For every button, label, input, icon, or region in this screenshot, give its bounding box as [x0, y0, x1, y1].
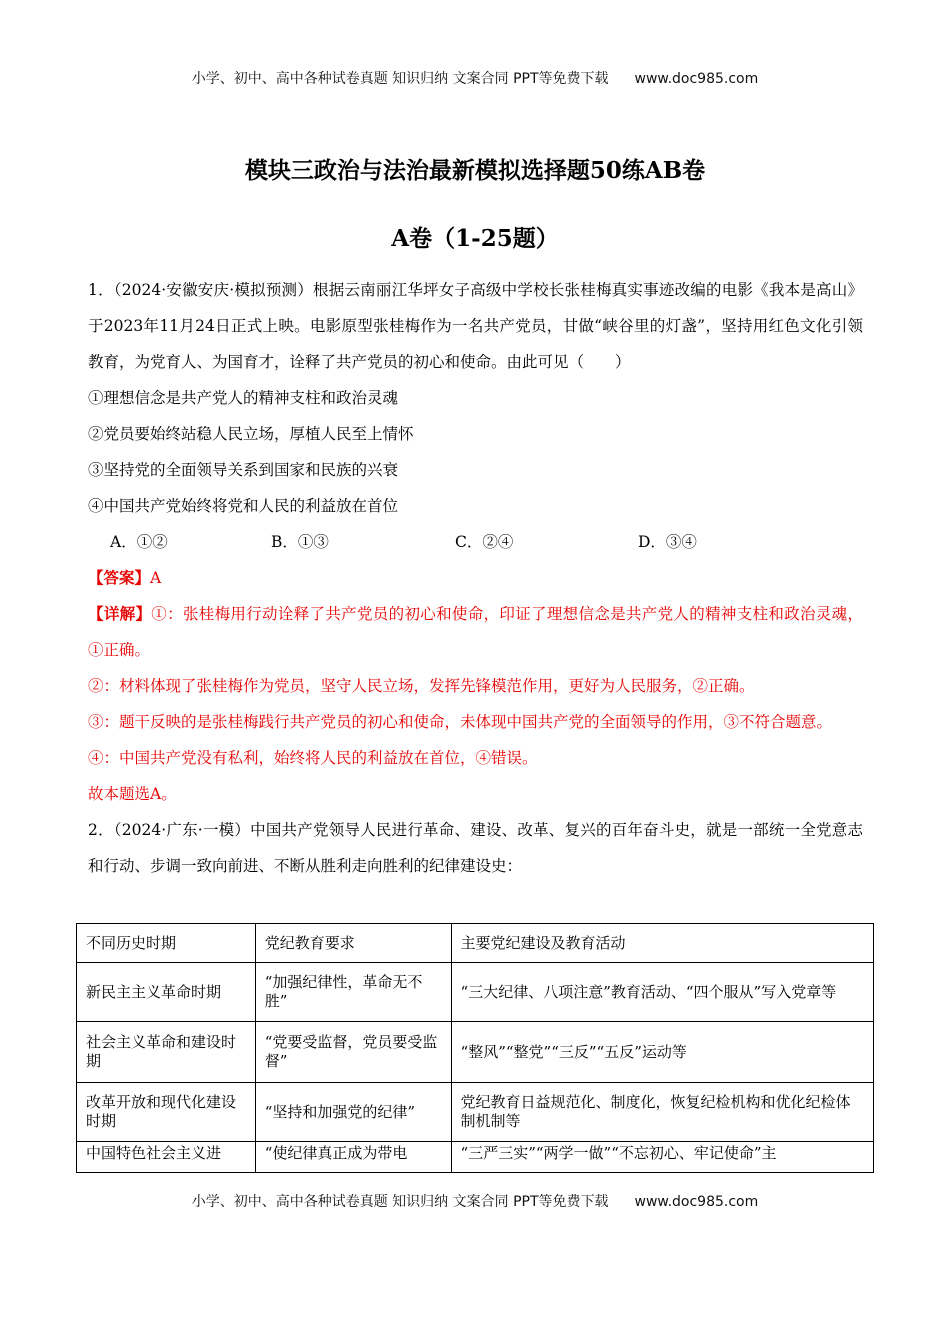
page-header	[0, 68, 950, 88]
q1-item: ①理想信念是共产党人的精神支柱和政治灵魂	[88, 389, 399, 407]
q1-item: ②党员要始终站稳人民立场，厚植人民至上情怀	[88, 425, 414, 443]
q1-item: ④中国共产党始终将党和人民的利益放在首位	[88, 497, 399, 515]
table-row	[77, 1083, 874, 1142]
detail-4: ④：中国共产党没有私利，始终将人民的利益放在首位，④错误。	[88, 749, 538, 767]
table-cell: “整风”“整党”“三反”“五反”运动等	[451, 1022, 873, 1083]
party-discipline-table	[76, 923, 874, 1173]
table-cell: 党纪教育日益规范化、制度化，恢复纪检机构和优化纪检体制机制等	[451, 1083, 873, 1142]
footer-site-link[interactable]: www.doc985.com	[634, 1194, 759, 1210]
answer-value: A	[150, 569, 162, 587]
q1-option-a[interactable]: A．①②	[110, 533, 168, 551]
q1-conclusion: 故本题选A。	[88, 785, 177, 803]
table-cell: “使纪律真正成为带电	[255, 1142, 451, 1173]
detail-2: ②：材料体现了张桂梅作为党员，坚守人民立场，发挥先锋模范作用，更好为人民服务，②正确。	[88, 677, 755, 695]
table-cell: “党要受监督，党员要受监督”	[255, 1022, 451, 1083]
table-header-cell: 不同历史时期	[77, 924, 256, 963]
q1-answer	[88, 560, 863, 596]
table-cell: “坚持和加强党的纪律”	[255, 1083, 451, 1142]
table-cell: 社会主义革命和建设时期	[77, 1022, 256, 1083]
detail-3: ③：题干反映的是张桂梅践行共产党员的初心和使命，未体现中国共产党的全面领导的作用，③不符合题意。	[88, 713, 833, 731]
q2-stem: 2．（2024·广东·一模）中国共产党领导人民进行革命、建设、改革、复兴的百年奋斗史，就是一部统一全党意志和行动、步调一致向前进、不断从胜利走向胜利的纪律建设史：	[88, 821, 863, 875]
q1-option-c[interactable]: C．②④	[455, 533, 514, 551]
section-subtitle: A卷（1-25题）	[391, 225, 559, 252]
document-title: 模块三政治与法治最新模拟选择题50练AB卷	[244, 157, 706, 184]
table-cell: “三大纪律、八项注意”教育活动、“四个服从”写入党章等	[451, 963, 873, 1022]
header-text: 小学、初中、高中各种试卷真题 知识归纳 文案合同 PPT等免费下载	[191, 71, 609, 87]
table-cell: 新民主主义革命时期	[77, 963, 256, 1022]
table-header-row	[77, 924, 874, 963]
detail-tag: 【详解】	[88, 604, 152, 623]
table-header-cell: 党纪教育要求	[255, 924, 451, 963]
page-footer	[0, 1191, 950, 1211]
q1-option-b[interactable]: B．①③	[271, 533, 329, 551]
answer-tag: 【答案】	[88, 568, 151, 587]
detail-1: ①：张桂梅用行动诠释了共产党员的初心和使命，印证了理想信念是共产党人的精神支柱和政治灵魂，①正确。	[88, 605, 863, 659]
table-cell: “三严三实”“两学一做”“不忘初心、牢记使命”主	[451, 1142, 873, 1173]
table-row	[77, 963, 874, 1022]
footer-text: 小学、初中、高中各种试卷真题 知识归纳 文案合同 PPT等免费下载	[191, 1194, 609, 1210]
table-cell: “加强纪律性，革命无不胜”	[255, 963, 451, 1022]
q1-stem: 1．（2024·安徽安庆·模拟预测）根据云南丽江华坪女子高级中学校长张桂梅真实事迹改编的电影《我本是高山》于2023年11月24日正式上映。电影原型张桂梅作为一名共产党员，甘做“峡谷里的灯盏”，坚持用红色文化引领教育，为党育人、为国育才，诠释了共产党员的初心和使命。由此可见（ ）	[88, 281, 863, 371]
header-site-link[interactable]: www.doc985.com	[634, 71, 759, 87]
q1-item: ③坚持党的全面领导关系到国家和民族的兴衰	[88, 461, 399, 479]
table-cell: 改革开放和现代化建设时期	[77, 1083, 256, 1142]
q1-option-d[interactable]: D．③④	[638, 533, 697, 551]
question-content	[88, 272, 863, 884]
q1-options	[88, 524, 863, 560]
table-cell: 中国特色社会主义进	[77, 1142, 256, 1173]
table-header-cell: 主要党纪建设及教育活动	[451, 924, 873, 963]
table-row	[77, 1022, 874, 1083]
table-row	[77, 1142, 874, 1173]
q1-detail	[88, 596, 863, 668]
